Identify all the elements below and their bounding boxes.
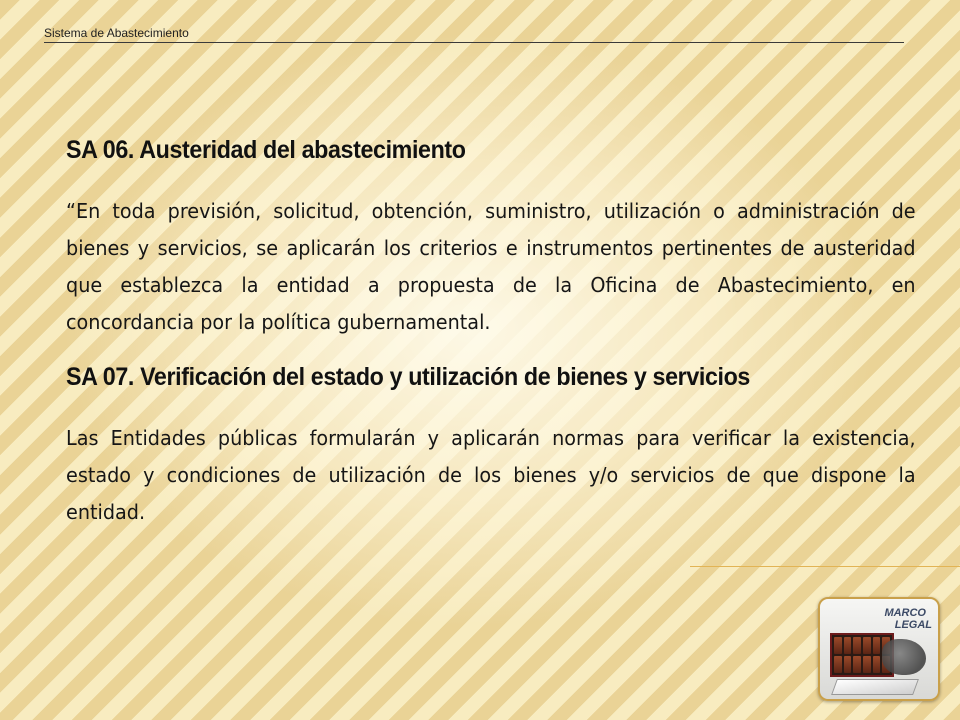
section-heading-sa06: SA 06. Austeridad del abastecimiento [66, 136, 466, 164]
badge-title [884, 607, 932, 631]
badge-line-1: MARCO [884, 607, 926, 619]
badge-line-2: LEGAL [894, 619, 932, 631]
section-body-sa06: “En toda previsión, solicitud, obtención, suministro, utilización o administración de bienes y servicios, se aplicarán los criterios e instrumentos pertinentes de austeridad que establezca la entidad a propuesta de la Oficina de Abastecimiento, en concordancia por la política gubernamental. [66, 199, 916, 334]
section-body-sa07: Las Entidades públicas formularán y aplicarán normas para verificar la existencia, estado y condiciones de utilización de los bienes y/o servicios de que dispone la entidad. [66, 426, 916, 524]
papers-icon [831, 679, 919, 695]
slide-content [66, 136, 914, 531]
slide-header [44, 26, 904, 43]
marco-legal-badge[interactable] [818, 597, 940, 701]
section-heading-sa07: SA 07. Verificación del estado y utilización de bienes y servicios [66, 363, 751, 391]
header-title: Sistema de Abastecimiento [44, 26, 189, 40]
decorative-line [690, 566, 960, 567]
gavel-icon [882, 639, 926, 675]
